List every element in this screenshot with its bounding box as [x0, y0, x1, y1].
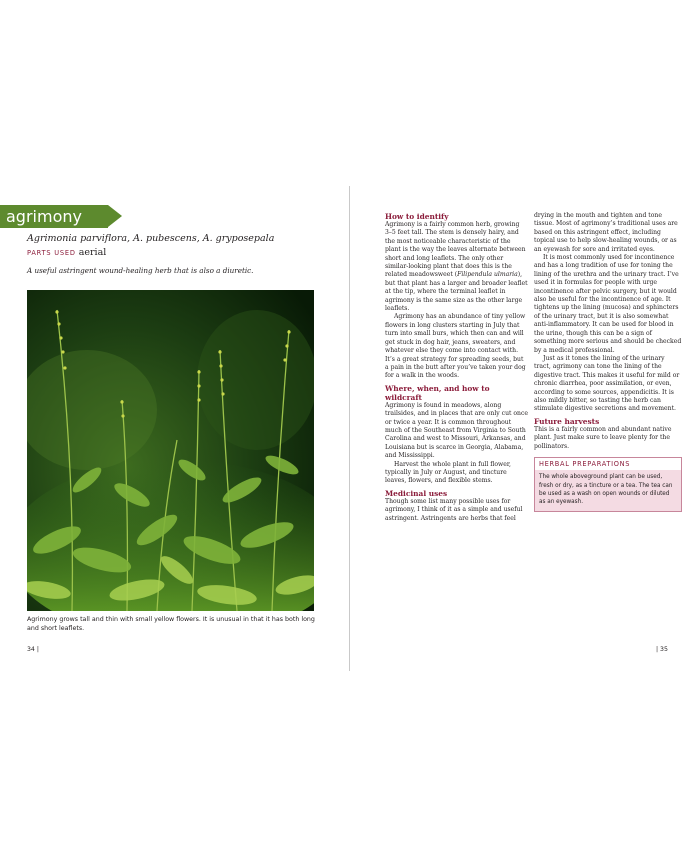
page-number-left: 34 | [27, 646, 39, 653]
paragraph: Agrimony has an abundance of tiny yellow flowers in long clusters starting in July that turn into small burs, which then can and will get stuck in dog hair, jeans, sweaters, and whatever else they come into contact with. It’s a great strategy for spreading seeds, but a pain in the butt after you’ve taken your dog for a walk in the woods. [385, 313, 526, 380]
paragraph: drying in the mouth and tighten and tone tissue. Most of agrimony’s traditional uses are based on this astringent effect, including topical use to help slow-healing wounds, or as an eyewash for sore and irritated eyes. [534, 212, 678, 253]
photo-caption: Agrimony grows tall and thin with small yellow flowers. It is unusual in that it has both long and short leaflets. [27, 616, 315, 632]
paragraph: This is a fairly common and abundant native plant. Just make sure to leave plenty for the pollinators. [534, 425, 672, 450]
herbal-preparations-text: The whole aboveground plant can be used, fresh or dry, as a tincture or a tea. The tea can be used as a wash on open wounds or diluted as an eyewash. [535, 470, 681, 510]
right-page [350, 0, 700, 855]
heading-how-to-identify: How to identify [385, 212, 449, 221]
page-number-right: | 35 [656, 646, 668, 653]
agrimony-plant-illustration [27, 290, 314, 611]
paragraph: Just as it tones the lining of the urinary tract, agrimony can tone the lining of the digestive tract. This makes it useful for mild or chronic diarrhea, poor assimilation, or even, according to some sources, appendicitis. It is also mildly bitter, so tasting the herb can stimulate digestive secretions and movement. [534, 354, 680, 413]
left-page [0, 0, 349, 855]
heading-medicinal-uses: Medicinal uses [385, 488, 448, 498]
tagline: A useful astringent wound-healing herb that is also a diuretic. [27, 266, 254, 275]
heading-future-harvests: Future harvests [534, 416, 600, 426]
paragraph: Harvest the whole plant in full flower, typically in July or August, and tincture leaves, flowers, and flexible stems. [385, 460, 511, 485]
herbal-preparations-title: HERBAL PREPARATIONS [535, 458, 681, 470]
chapter-tab-arrow [108, 205, 122, 227]
text-column-2 [534, 212, 682, 512]
paragraph: It is most commonly used for incontinence and has a long tradition of use for toning the lining of the urethra and the urinary tract. I’ve used it in formulas for people with urge incontinence after pelvic surgery, but it would also be useful for the incontinence of age. It tightens up the lining (mucosa) and sphincters of the urinary tract, but it is also somewhat anti-inflammatory. It can be used for blood in the urine, though this can be a sign of something more serious and should be checked by a medical professional. [534, 254, 682, 354]
agrimony-photo [27, 290, 314, 611]
latin-names: Agrimonia parviflora, A. pubescens, A. gryposepala [27, 233, 275, 244]
herbal-preparations-box [534, 457, 682, 512]
heading-where-when-how: Where, when, and how to wildcraft [385, 383, 490, 402]
text-column-1 [385, 212, 528, 523]
paragraph: Though some list many possible uses for agrimony, I think of it as a simple and useful astringent. Astringents are herbs that feel [385, 497, 523, 522]
parts-used-value: aerial [78, 247, 107, 258]
paragraph: Agrimony is a fairly common herb, growing 3–5 feet tall. The stem is densely hairy, and the most noticeable characteristic of the plant is the way the leaves alternate between short and long leaflets. The only other similar-looking plant that does this is the related meadowsweet (Filipendula ulmaria), but that plant has a larger and broader leaflet at the tip, where the terminal leaflet in agrimony is the same size as the other large leaflets. [385, 221, 528, 313]
paragraph: Agrimony is found in meadows, along trailsides, and in places that are only cut once or twice a year. It is common throughout much of the Southeast from Virginia to South Carolina and west to Missouri, Arkansas, and Louisiana but is scarce in Georgia, Alabama, and Mississippi. [385, 401, 528, 460]
chapter-tab: agrimony [0, 205, 108, 228]
parts-used-label: PARTS USED [27, 249, 76, 257]
parts-used [27, 247, 106, 259]
